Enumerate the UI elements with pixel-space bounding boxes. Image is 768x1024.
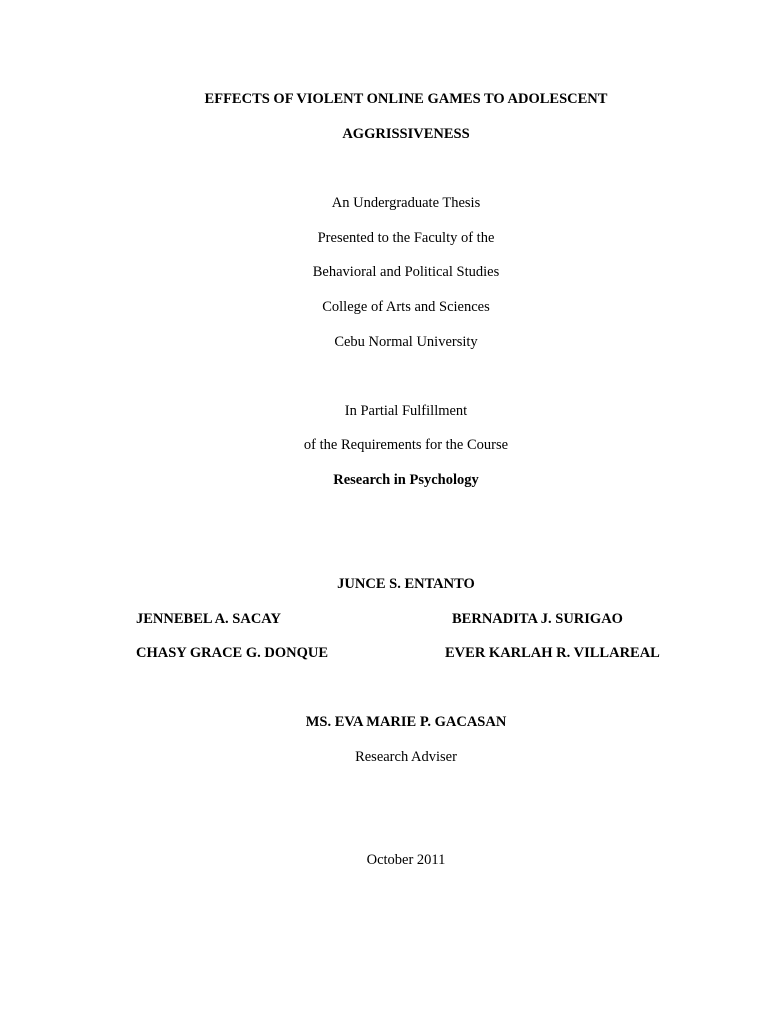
course-name: Research in Psychology bbox=[333, 472, 479, 488]
department: Behavioral and Political Studies bbox=[312, 264, 500, 280]
thesis-title-line-1: EFFECTS OF VIOLENT ONLINE GAMES TO ADOLESCENT bbox=[204, 91, 608, 107]
author-left-2: CHASY GRACE G. DONQUE bbox=[136, 645, 329, 661]
fulfillment-line-1: In Partial Fulfillment bbox=[344, 403, 468, 419]
author-right-1: BERNADITA J. SURIGAO bbox=[452, 611, 623, 627]
thesis-type: An Undergraduate Thesis bbox=[331, 195, 481, 211]
author-left-1: JENNEBEL A. SACAY bbox=[136, 611, 281, 627]
college: College of Arts and Sciences bbox=[322, 299, 490, 315]
submission-date: October 2011 bbox=[366, 852, 446, 868]
adviser-name: MS. EVA MARIE P. GACASAN bbox=[305, 714, 507, 730]
thesis-title-line-2: AGGRISSIVENESS bbox=[342, 126, 470, 142]
presented-to: Presented to the Faculty of the bbox=[317, 230, 495, 246]
adviser-role: Research Adviser bbox=[355, 749, 457, 765]
author-right-2: EVER KARLAH R. VILLAREAL bbox=[445, 645, 660, 661]
fulfillment-line-2: of the Requirements for the Course bbox=[303, 437, 509, 453]
lead-author: JUNCE S. ENTANTO bbox=[337, 576, 475, 592]
university: Cebu Normal University bbox=[334, 334, 478, 350]
